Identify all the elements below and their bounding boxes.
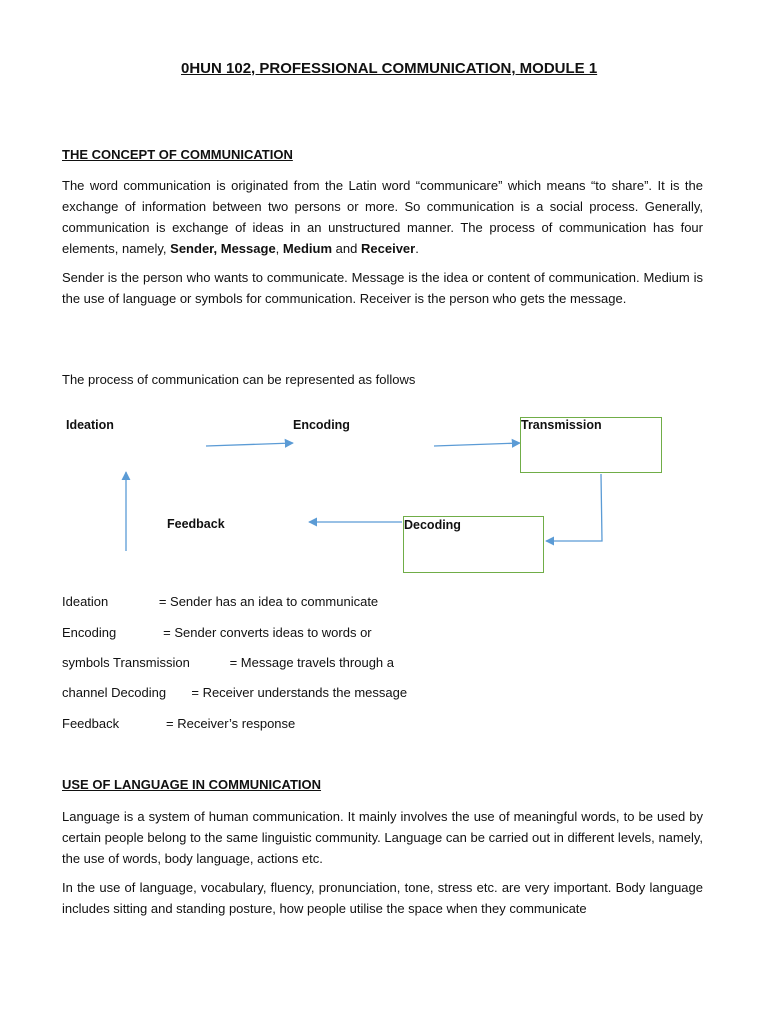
node-feedback: Feedback (167, 517, 225, 531)
definition-feedback: Feedback = Receiver’s response (62, 716, 296, 731)
definition-transmission: symbols Transmission = Message travels through a (62, 655, 394, 670)
language-paragraph-2: In the use of language, vocabulary, fluency, pronunciation, tone, stress etc. are very important. Body language includes sitting and standing posture, how people utilise the space when they communicate (62, 880, 703, 916)
definition-decoding: channel Decoding = Receiver understands the message (62, 685, 408, 700)
concept-paragraph-2: Sender is the person who wants to communicate. Message is the idea or content of communication. Medium is the use of language or symbols for communication. Receiver is the person who gets the message. (62, 270, 703, 306)
arrow-encoding-to-transmission (434, 443, 520, 446)
arrow-ideation-to-encoding (206, 443, 293, 446)
node-transmission: Transmission (521, 418, 602, 432)
arrow-transmission-to-decoding (546, 474, 602, 541)
section-heading-language: USE OF LANGUAGE IN COMMUNICATION (62, 777, 322, 792)
definition-encoding: Encoding = Sender converts ideas to words or (62, 625, 372, 640)
term-and: and (335, 241, 358, 256)
term-message: Message (220, 241, 276, 256)
term-sender: Sender, (170, 241, 218, 256)
term-receiver: Receiver (361, 241, 416, 256)
term-separator: , (275, 241, 280, 256)
definition-ideation: Ideation = Sender has an idea to communicate (62, 594, 379, 609)
language-paragraph-1: Language is a system of human communication. It mainly involves the use of meaningful words, to be used by certain people belong to the same linguistic community. Language can be carried out in different levels, namely, the use of words, body language, actions etc. (62, 809, 703, 866)
document-title: 0HUN 102, PROFESSIONAL COMMUNICATION, MODULE 1 (181, 60, 598, 77)
node-decoding: Decoding (404, 518, 461, 532)
concept-paragraph-1-text: The word communication is originated from the Latin word “communicare” which means “to share”. It is the exchange of information between two persons or more. So communication is a social process. Generally, communication is exchange of ideas in an unstructured manner. The process of communication has four elements, namely, (62, 178, 703, 256)
section-heading-concept: THE CONCEPT OF COMMUNICATION (62, 147, 293, 162)
node-encoding: Encoding (293, 418, 350, 432)
node-ideation: Ideation (66, 418, 114, 432)
process-intro: The process of communication can be represented as follows (62, 372, 416, 387)
concept-paragraph-1 (62, 175, 703, 259)
term-medium: Medium (282, 241, 333, 256)
term-period: . (415, 241, 419, 256)
